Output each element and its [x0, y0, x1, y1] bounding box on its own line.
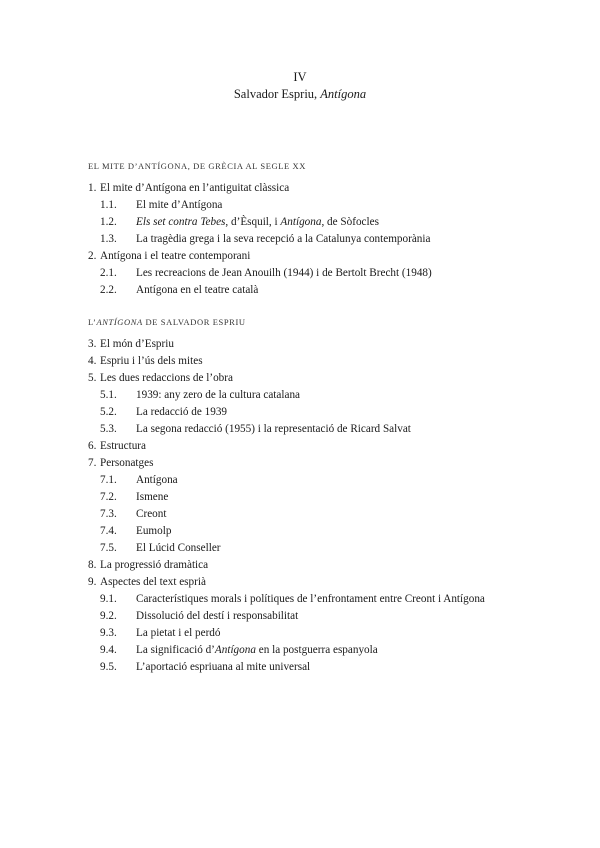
toc-entry-number: 4. — [88, 355, 97, 367]
toc-entry-number: 3. — [88, 338, 97, 350]
toc-title-text: , d’Èsquil, i — [225, 216, 281, 228]
toc-entry-title — [100, 180, 289, 197]
toc-entry — [0, 557, 600, 574]
toc-title-text: Antígona en el teatre català — [136, 284, 259, 296]
toc-entry-title — [136, 659, 310, 676]
toc-title-text: en la postguerra espanyola — [255, 644, 378, 656]
toc-entry-title — [136, 608, 298, 625]
toc-title-text: Ismene — [136, 491, 169, 503]
toc-entry-number: 1.3. — [100, 233, 117, 245]
toc-entry — [0, 438, 600, 455]
toc-entry-number: 1. — [88, 182, 97, 194]
toc-entry-title — [136, 625, 221, 642]
toc-entry-number: 1.1. — [100, 199, 117, 211]
toc-entry — [0, 404, 600, 421]
toc-entry-title — [100, 574, 206, 591]
toc-section-myth — [0, 180, 600, 299]
toc-entry-number: 9.1. — [100, 593, 117, 605]
toc-title-italic: Antígona — [214, 644, 256, 656]
toc-entry-title — [136, 421, 411, 438]
toc-entry-number: 5. — [88, 372, 97, 384]
toc-entry — [0, 336, 600, 353]
toc-entry-title — [136, 523, 171, 540]
toc-entry-title — [136, 404, 227, 421]
toc-title-text: Estructura — [100, 440, 146, 452]
toc-entry-number: 9. — [88, 576, 97, 588]
toc-title-text: La progressió dramàtica — [100, 559, 209, 571]
toc-title-text: Espriu i l’ús dels mites — [100, 355, 203, 367]
toc-entry — [0, 387, 600, 404]
toc-entry-number: 9.5. — [100, 661, 117, 673]
toc-entry-title — [100, 248, 250, 265]
toc-entry-number: 9.4. — [100, 644, 117, 656]
toc-title-text: El Lúcid Conseller — [136, 542, 221, 554]
toc-entry — [0, 231, 600, 248]
toc-entry-number: 7.3. — [100, 508, 117, 520]
toc-title-italic: Els set contra Tebes — [136, 216, 226, 228]
chapter-work-title: Antígona — [320, 87, 367, 101]
toc-title-text: , de Sòfocles — [321, 216, 379, 228]
toc-entry — [0, 353, 600, 370]
toc-title-italic: Antígona — [280, 216, 322, 228]
toc-entry-title — [100, 370, 233, 387]
toc-entry-title — [100, 438, 146, 455]
toc-title-text: El mite d’Antígona en l’antiguitat clàssica — [100, 182, 290, 194]
toc-title-text: Aspectes del text esprià — [100, 576, 206, 588]
toc-entry-title — [100, 455, 153, 472]
toc-title-text: Antígona — [136, 474, 178, 486]
toc-entry — [0, 506, 600, 523]
toc-entry-number: 7. — [88, 457, 97, 469]
chapter-number: IV — [293, 70, 307, 84]
toc-title-text: La redacció de 1939 — [136, 406, 228, 418]
toc-title-text: 1939: any zero de la cultura catalana — [136, 389, 300, 401]
toc-title-text: La tragèdia grega i la seva recepció a la Catalunya contemporània — [136, 233, 431, 245]
toc-entry — [0, 282, 600, 299]
toc-entry-number: 9.3. — [100, 627, 117, 639]
toc-entry-number: 2. — [88, 250, 97, 262]
toc-entry-number: 8. — [88, 559, 97, 571]
toc-entry-title — [136, 265, 432, 282]
toc-section-espriu — [0, 336, 600, 676]
toc-entry — [0, 248, 600, 265]
toc-entry-number: 2.1. — [100, 267, 117, 279]
toc-title-text: Creont — [136, 508, 167, 520]
toc-entry — [0, 625, 600, 642]
toc-entry — [0, 591, 600, 608]
toc-entry-title — [136, 472, 178, 489]
toc-title-text: Característiques morals i polítiques de l’enfrontament entre Creont i Antígona — [136, 593, 485, 605]
toc-entry — [0, 197, 600, 214]
section-heading-espriu — [88, 317, 246, 327]
toc-title-text: Eumolp — [136, 525, 172, 537]
toc-entry-number: 2.2. — [100, 284, 117, 296]
toc-entry-title — [136, 282, 258, 299]
toc-entry — [0, 489, 600, 506]
toc-entry — [0, 540, 600, 557]
toc-entry — [0, 180, 600, 197]
toc-entry — [0, 574, 600, 591]
toc-entry-title — [136, 642, 378, 659]
toc-entry-title — [136, 214, 379, 231]
toc-entry-number: 7.1. — [100, 474, 117, 486]
toc-entry — [0, 608, 600, 625]
toc-entry-title — [100, 557, 208, 574]
toc-entry-number: 5.2. — [100, 406, 117, 418]
toc-title-text: Les dues redaccions de l’obra — [100, 372, 233, 384]
toc-title-text: La significació d’ — [136, 644, 215, 656]
chapter-title — [0, 87, 600, 102]
toc-entry-number: 5.1. — [100, 389, 117, 401]
toc-entry-title — [136, 540, 221, 557]
toc-title-text: El mite d’Antígona — [136, 199, 223, 211]
toc-entry-title — [100, 336, 174, 353]
section-heading-myth: EL MITE D’ANTÍGONA, DE GRÈCIA AL SEGLE XX — [88, 161, 307, 171]
toc-entry — [0, 659, 600, 676]
toc-entry-title — [100, 353, 203, 370]
toc-title-text: Personatges — [100, 457, 154, 469]
toc-entry — [0, 421, 600, 438]
toc-title-text: El món d’Espriu — [100, 338, 174, 350]
toc-title-text: La pietat i el perdó — [136, 627, 221, 639]
toc-entry-title — [136, 197, 222, 214]
toc-title-text: Dissolució del destí i responsabilitat — [136, 610, 299, 622]
toc-entry-number: 1.2. — [100, 216, 117, 228]
toc-entry — [0, 455, 600, 472]
toc-entry — [0, 214, 600, 231]
section-heading-italic: ANTÍGONA — [96, 317, 143, 327]
chapter-author: Salvador Espriu, — [233, 87, 321, 101]
toc-entry — [0, 472, 600, 489]
toc-entry-number: 6. — [88, 440, 97, 452]
toc-entry-title — [136, 506, 166, 523]
toc-title-text: Les recreacions de Jean Anouilh (1944) i de Bertolt Brecht (1948) — [136, 267, 432, 279]
toc-entry-number: 7.5. — [100, 542, 117, 554]
toc-entry — [0, 265, 600, 282]
toc-entry-number: 7.2. — [100, 491, 117, 503]
toc-entry-number: 9.2. — [100, 610, 117, 622]
toc-title-text: L’aportació espriuana al mite universal — [136, 661, 311, 673]
toc-entry-number: 7.4. — [100, 525, 117, 537]
toc-title-text: La segona redacció (1955) i la representació de Ricard Salvat — [136, 423, 411, 435]
toc-entry-title — [136, 387, 300, 404]
toc-entry-title — [136, 591, 485, 608]
toc-entry — [0, 370, 600, 387]
toc-entry-number: 5.3. — [100, 423, 117, 435]
toc-entry — [0, 523, 600, 540]
toc-entry-title — [136, 489, 168, 506]
section-heading-prefix: L’ — [88, 317, 97, 327]
toc-entry — [0, 642, 600, 659]
section-heading-suffix: DE SALVADOR ESPRIU — [142, 317, 246, 327]
toc-entry-title — [136, 231, 430, 248]
toc-title-text: Antígona i el teatre contemporani — [100, 250, 251, 262]
